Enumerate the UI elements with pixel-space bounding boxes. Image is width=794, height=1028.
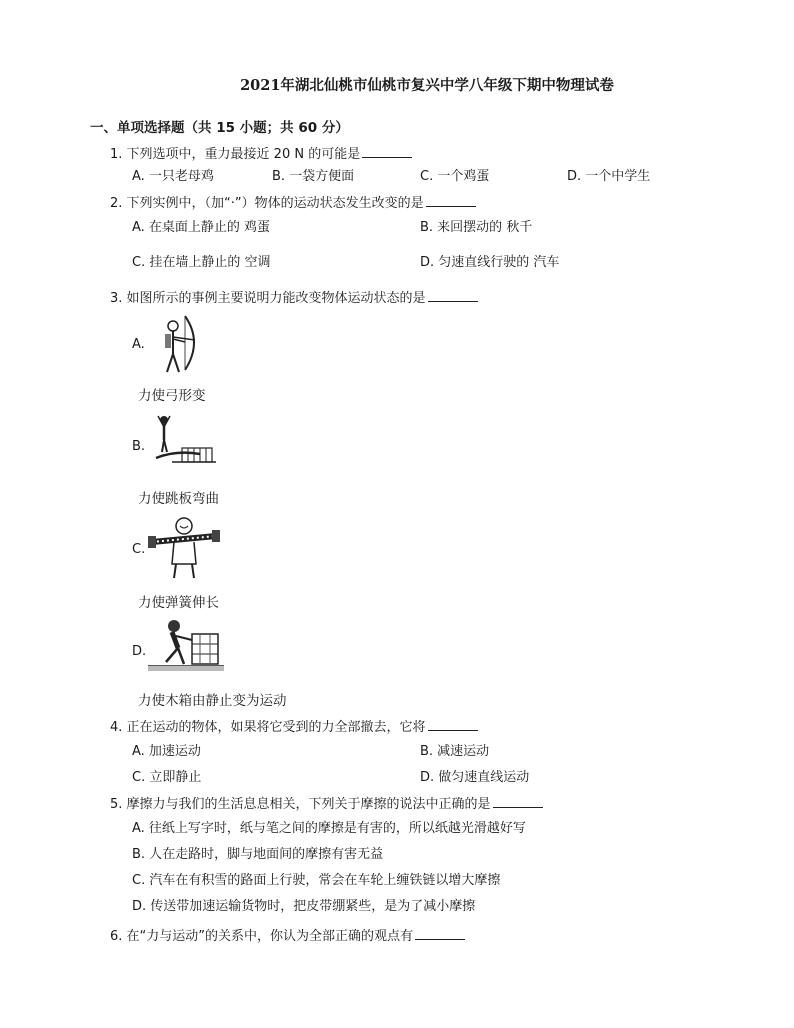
answer-blank[interactable]	[426, 194, 476, 207]
q3-caption-c: 力使弹簧伸长	[138, 595, 219, 611]
q1-option-a[interactable]: A. 一只老母鸡	[132, 169, 214, 184]
answer-blank[interactable]	[362, 145, 412, 158]
exam-title: 2021年湖北仙桃市仙桃市复兴中学八年级下期中物理试卷	[240, 77, 614, 94]
archer-drawing-icon	[155, 312, 207, 374]
question-2-text: 2. 下列实例中，（加“·”）物体的运动状态发生改变的是	[110, 196, 424, 211]
q4-option-a[interactable]: A. 加速运动	[132, 744, 201, 759]
question-6-text: 6. 在“力与运动”的关系中，你认为全部正确的观点有	[110, 929, 414, 944]
q2-option-d[interactable]: D. 匀速直线行驶的 汽车	[420, 255, 560, 270]
q4-option-d[interactable]: D. 做匀速直线运动	[420, 770, 530, 785]
q2-option-b[interactable]: B. 来回摆动的 秋千	[420, 220, 533, 235]
pushing-box-drawing-icon	[148, 618, 224, 674]
q2-option-a[interactable]: A. 在桌面上静止的 鸡蛋	[132, 220, 271, 235]
q4-option-c[interactable]: C. 立即静止	[132, 770, 202, 785]
spring-stretch-drawing-icon	[148, 514, 220, 580]
q3-caption-b: 力使跳板弯曲	[138, 491, 219, 507]
q4-option-b[interactable]: B. 减速运动	[420, 744, 490, 759]
question-5-text: 5. 摩擦力与我们的生活息息相关，下列关于摩擦的说法中正确的是	[110, 797, 491, 812]
q3-caption-d: 力使木箱由静止变为运动	[138, 693, 287, 709]
answer-blank[interactable]	[428, 718, 478, 731]
question-3-text: 3. 如图所示的事例主要说明力能改变物体运动状态的是	[110, 291, 426, 306]
question-5-stem	[110, 793, 543, 812]
q1-option-d[interactable]: D. 一个中学生	[567, 169, 651, 184]
q3-option-c-label[interactable]: C.	[132, 542, 146, 557]
q3-option-b-label[interactable]: B.	[132, 439, 146, 454]
question-1-stem	[110, 143, 412, 162]
question-6-stem	[110, 925, 465, 944]
diving-board-drawing-icon	[152, 414, 220, 470]
q3-option-d-label[interactable]: D.	[132, 644, 147, 659]
question-4-text: 4. 正在运动的物体，如果将它受到的力全部撤去，它将	[110, 720, 426, 735]
q1-option-b[interactable]: B. 一袋方便面	[272, 169, 355, 184]
q3-caption-a: 力使弓形变	[138, 388, 206, 404]
section-heading: 一、单项选择题（共 15 小题；共 60 分）	[90, 120, 349, 136]
question-2-stem	[110, 192, 476, 211]
q5-option-b[interactable]: B. 人在走路时，脚与地面间的摩擦有害无益	[132, 847, 384, 862]
q1-option-c[interactable]: C. 一个鸡蛋	[420, 169, 490, 184]
q3-option-a-label[interactable]: A.	[132, 337, 145, 352]
answer-blank[interactable]	[493, 795, 543, 808]
question-3-stem	[110, 287, 478, 306]
q5-option-c[interactable]: C. 汽车在有积雪的路面上行驶，常会在车轮上缠铁链以增大摩擦	[132, 873, 501, 888]
q2-option-c[interactable]: C. 挂在墙上静止的 空调	[132, 255, 271, 270]
q5-option-a[interactable]: A. 往纸上写字时，纸与笔之间的摩擦是有害的，所以纸越光滑越好写	[132, 821, 526, 836]
answer-blank[interactable]	[428, 289, 478, 302]
q5-option-d[interactable]: D. 传送带加速运输货物时，把皮带绷紧些，是为了减小摩擦	[132, 899, 476, 914]
question-4-stem	[110, 716, 478, 735]
question-1-text: 1. 下列选项中，重力最接近 20 N 的可能是	[110, 147, 361, 162]
answer-blank[interactable]	[415, 927, 465, 940]
